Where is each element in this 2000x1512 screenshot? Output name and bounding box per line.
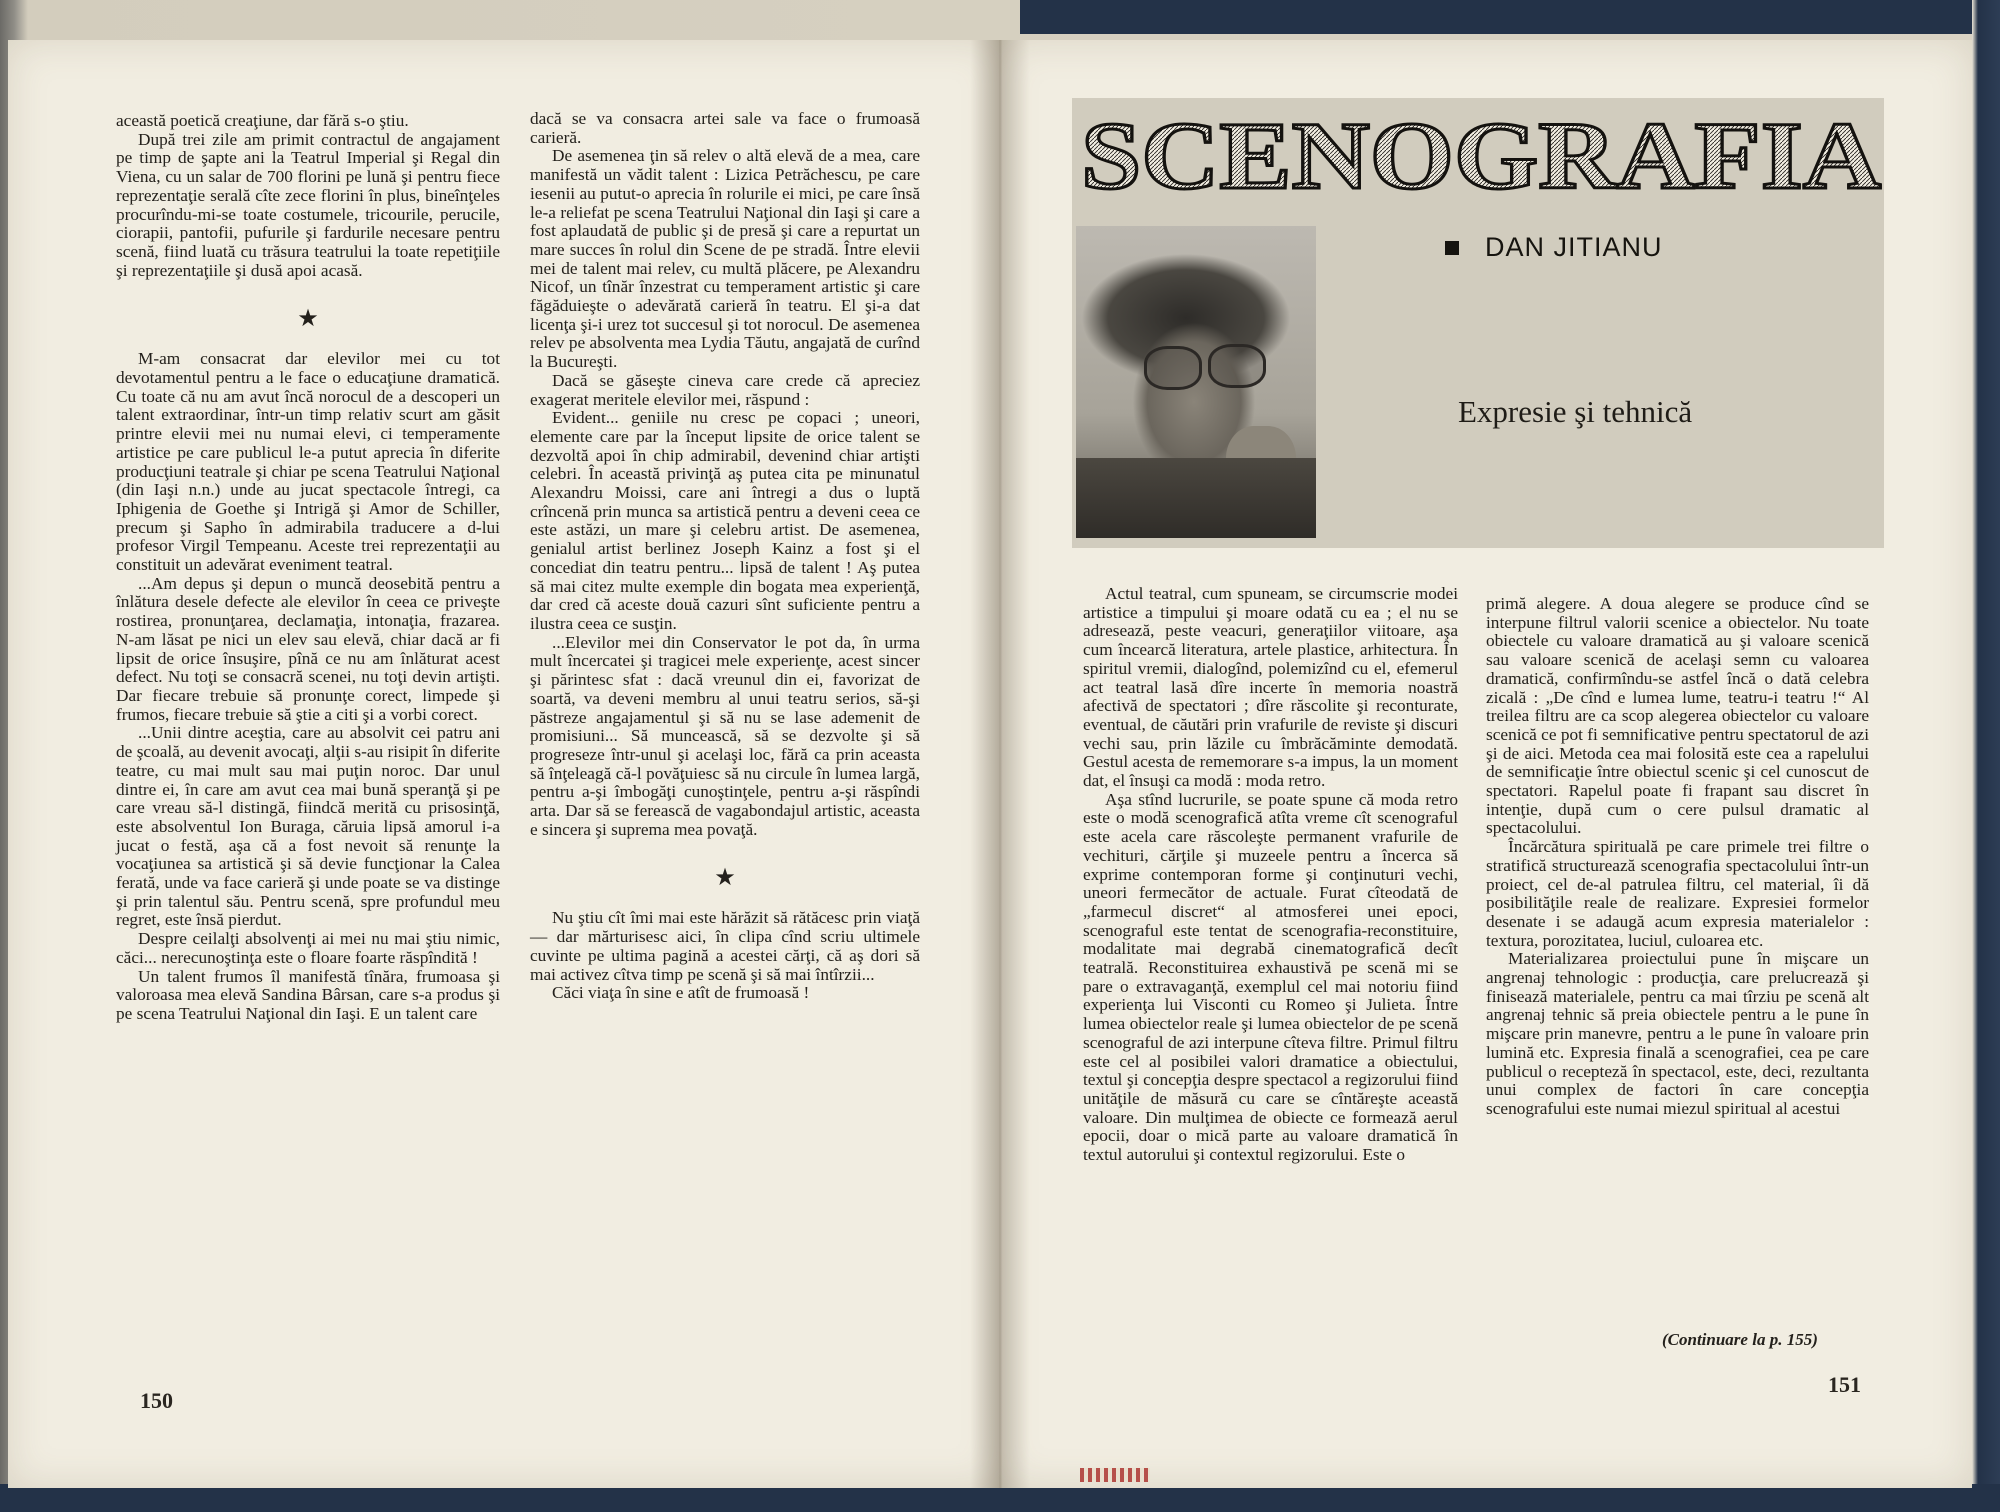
right-page-column-1 [1083,585,1458,1165]
paragraph: De asemenea ţin să relev o altă elevă de a mea, care manifestă un vădit talent : Lizica Petrăchescu, pe care iesenii au putut-o aprecia în rolurile ei mici, pe care însă le-a reliefat pe scena Teatrului Naţional din Iaşi şi care a fost aplaudată de public şi de presă şi care a repurtat un mare succes în rolul din Scene de pe stradă. Între elevii mei de talent mai relev, cu multă plăcere, pe Alexandru Nicof, un tînăr înzestrat cu temperament artistic şi care făgăduieşte o adevărată carieră în teatru. El şi-a dat licenţa şi-i urez tot succesul şi tot norocul. De asemenea relev pe absolventa mea Lydia Tăutu, angajată de curînd la Bucureşti. [530,146,920,372]
book-cover-edge-bottom [0,1484,2000,1512]
paragraph: Încărcătura spirituală pe care primele trei filtre o stratifică structurează scenografia spectacolului într-un proiect, cel de-al patrulea filtru, cel material, îi dă posibilităţile reale de realizare. Expresiei formelor desenate i se adaugă acum expresia materialelor : textura, porozitatea, luciul, culoarea etc. [1486,837,1869,950]
paragraph: Un talent frumos îl manifestă tînăra, frumoasa şi valoroasa mea elevă Sandina Bârsan, care s-a produs şi pe scena Teatrului Naţional din Iaşi. E un talent care [116,966,500,1023]
paragraph: M-am consacrat dar elevilor mei cu tot devotamentul pentru a le face o educaţiune dramatică. Cu toate că nu am avut încă norocul de a descoperi un talent extraordinar, într-un timp relativ scurt am găsit printre elevii mei nu numai elevi, ci temperamente artistice pe care publicul le-a putut aprecia în diferite producţiuni teatrale şi chiar pe scena Teatrului Naţional (din Iaşi n.n.) unde au jucat spectacole întregi, ca Iphigenia de Goethe şi Intrigă şi Amor de Schiller, precum şi Sapho în admirabila traducere a d-lui profesor Virgil Tempeanu. Aceste trei reprezentaţii au constituit un adevărat eveniment teatral. [116,349,500,575]
paragraph: Căci viaţa în sine e atît de frumoasă ! [552,983,810,1003]
paragraph: ...Elevilor mei din Conservator le pot da, în urma mult încercatei şi tragicei mele experienţe, acest sincer şi părintesc sfat : dacă vreunul din ei, favorizat de soartă, va deveni membru al unui teatru serios, să-şi păstreze angajamentul şi să nu se lase ademenit de promisiuni... Să muncească, să se dezvolte şi să progreseze într-unul şi acelaşi loc, fără ca prin aceasta să înţeleagă că-l povăţuiesc să nu circule în lumea largă, pentru a-şi îmbogăţi cunoştinţele, pentru a-şi răspîndi arta. Dar să se ferească de vagabondajul artistic, aceasta e sincera şi suprema mea povaţă. [530,632,920,839]
portrait-shirt [1076,458,1316,538]
section-star: ★ [297,306,319,333]
byline [1445,232,1663,263]
article-title-text: SCENOGRAFIA [1081,106,1881,206]
author-name: DAN JITIANU [1485,232,1663,262]
paragraph: După trei zile am primit contractul de angajament pe timp de şapte ani la Teatrul Imperial şi Regal din Viena, cu un salar de 700 florini pe lună şi pentru fiece reprezentaţie serală cîte zece florini în plus, bineînţeles procurîndu-mi-se toate costumele, tricourile, perucile, ciorapii, pantofii, pufurile şi fardurile necesare pentru scenă, fiind luată cu trăsura teatrului la toate repetiţiile şi reprezentaţiile şi dusă apoi acasă. [116,129,500,280]
section-star: ★ [714,865,736,892]
left-page-column-2 [530,110,920,1003]
paragraph: această poetică creaţiune, dar fără s-o ştiu. [116,111,409,130]
article-title [1078,106,1884,206]
paragraph: Aşa stînd lucrurile, se poate spune că moda retro este o modă scenografică atîta vreme cît scenograful este acela care răscoleşte permanent vrafurile de vechituri, cărţile şi muzeele pentru a încerca să exprime contemporan forme şi conţinuturi vechi, uneori fermecător de actuale. Furat cîteodată de „farmecul discret“ al atmosferei unei epoci, scenograful este tentat de scenografia-reconstituire, modalitate mai degrabă cinematografică decît teatrală. Reconstituirea exhaustivă pe scenă mi se pare o extravaganţă, exemplul cel mai notoriu fiind experienţa lui Visconti cu Romeo şi Julieta. Între lumea obiectelor reale şi lumea obiectelor de pe scenă scenograful de azi interpune cîteva filtre. Primul filtru este cel al posibilei valori dramatice a obiectului, textul şi concepţia despre spectacol a regizorului fiind unităţile de măsură cu care se cîntăreşte această valoare. Din mulţimea de obiecte ce formează aerul epocii, doar o mică parte au valoare dramatică în textul autorului şi contextul regizorului. Este o [1083,789,1458,1165]
right-page-column-2 [1486,595,1869,1119]
article-subtitle: Expresie şi tehnică [1458,394,1693,429]
paragraph: dacă se va consacra artei sale va face o frumoasă carieră. [530,109,920,147]
page-number-left: 150 [140,1388,173,1413]
bullet-square-icon [1445,241,1459,255]
paragraph: primă alegere. A doua alegere se produce cînd se interpune filtrul valorii scenice a obiectelor. Nu toate obiectele cu valoare dramatică au şi valoare scenică sau valoare scenică de acelaşi semn cu valoarea dramatică, confirmîndu-se astfel încă o dată celebra zicală : „De cînd e lumea lume, teatru-i teatru !“ Al treilea filtru are ca scop alegerea obiectelor cu valoare scenică ce pot fi semnificative pentru spectatorul de azi şi de aici. Metoda cea mai folosită este cea a rapelului de semnificaţie între obiectul scenic şi cel cunoscut de spectatori. Rapelul poate fi frapant sau discret în intenţie, după cum o cere pulsul dramatic al spectacolului. [1486,594,1869,838]
paragraph: Evident... geniile nu cresc pe copaci ; uneori, elemente care par la început lipsite de orice talent se dezvoltă apoi în chip admirabil, devenind chiar artişti celebri. În această privinţă aş putea cita pe minunatul Alexandru Moissi, care ani întregi a dus o luptă crîncenă prin munca sa artistică pentru a deveni ceea ce este astăzi, un mare şi celebru artist. De asemenea, genialul artist berlinez Joseph Kainz a fost şi el concediat din teatru pentru... lipsă de talent ! Aş putea să mai citez multe exemple din bogata mea experienţă, dar cred că aceste două cazuri sînt suficiente pentru a ilustra ceea ce susţin. [530,408,920,633]
author-portrait-photo [1076,226,1316,538]
paragraph: Actul teatral, cum spuneam, se circumscrie modei artistice a timpului şi moare odată cu ea ; el nu se adresează, peste veacuri, generaţiilor viitoare, aşa cum încearcă literatura, artele plastice, arhitectura. În spiritul vremii, dialogînd, polemizînd cu el, efemerul act teatral lasă dîre incerte în memoria noastră afectivă de spectatori ; dîre răscolite şi reconturate, eventual, de căutări prin vrafurile de reviste şi discuri vechi sau, prin lăzile cu îmbrăcăminte demodată. Gestul acesta de rememorare s-a impus, la un moment dat, el însuşi ca modă : moda retro. [1083,584,1458,791]
paragraph: ...Am depus şi depun o muncă deosebită pentru a înlătura desele defecte ale elevilor în ceea ce priveşte rostirea, pronunţarea, declamaţia, intonaţia, frazarea. N-am lăsat pe nici un elev sau elevă, chiar dacă ar fi lipsit de orice însuşire, pînă ce nu am înlăturat acest defect. Nu toţi se consacră scenei, nu toţi devin artişti. Dar fiecare trebuie să pronunţe corect, limpede şi frumos, fiecare trebuie să ştie a citi şi a vorbi corect. [116,573,500,724]
left-page-column-1 [116,112,500,1024]
paragraph: Despre ceilalţi absolvenţi ai mei nu mai ştiu nimic, căci... nerecunoştinţa este o floare foarte răspîndită ! [116,929,500,967]
glasses-lens [1144,346,1202,390]
book-cover-edge [1020,0,2000,34]
page-number-right: 151 [1828,1372,1861,1397]
paragraph: Dacă se găseşte cineva care crede că apreciez exagerat meritele elevilor mei, răspund : [530,370,920,409]
continuation-note: (Continuare la p. 155) [1662,1330,1818,1349]
paragraph: Nu ştiu cît îmi mai este hărăzit să rătăcesc prin viaţă — dar mărturisesc aici, în clipa cînd scriu ultimele cuvinte pe ultima pagină a acestei cărţi, că aş dori să mai activez cîtva timp pe scenă şi să mai întîrzii... [530,908,920,984]
glasses-lens [1208,344,1266,388]
book-cover-edge-right [1972,0,2000,1512]
book-gutter [970,40,1030,1488]
binding-thread [1080,1468,1150,1482]
paragraph: Materializarea proiectului pune în mişcare un angrenaj tehnologic : producţia, care prelucrează şi finisează materialele, pentru ca mai tîrziu pe scenă alt angrenaj tehnic să preia obiectele pentru a le pune în mişcare prin manevre, pentru a le pune în valoare prin lumină etc. Expresia finală a scenografiei, cea pe care publicul o recepteză în spectacol, este, deci, rezultanta unui complex de factori în care concepţia scenografului este numai miezul spiritual al acestui [1486,949,1869,1118]
paragraph: ...Unii dintre aceştia, care au absolvit cei patru ani de şcoală, au devenit avocaţi, alţii s-au risipit în diferite teatre, cu mai mult sau mai puţin noroc. Dar unul dintre ei, în care am avut cea mai bună speranţă şi pe care vreau să-l distingă, fiindcă merită cu prisosinţă, este absolventul Ion Buraga, căruia lipsă amorul i-a jucat o festă, aşa că a fost nevoit să renunţe la vocaţiunea sa artistică şi să devie funcţionar la Calea ferată, unde va face carieră şi unde poate se va distinge şi prin talentul său. Pentru scenă, spre profundul meu regret, este însă pierdut. [116,723,500,930]
